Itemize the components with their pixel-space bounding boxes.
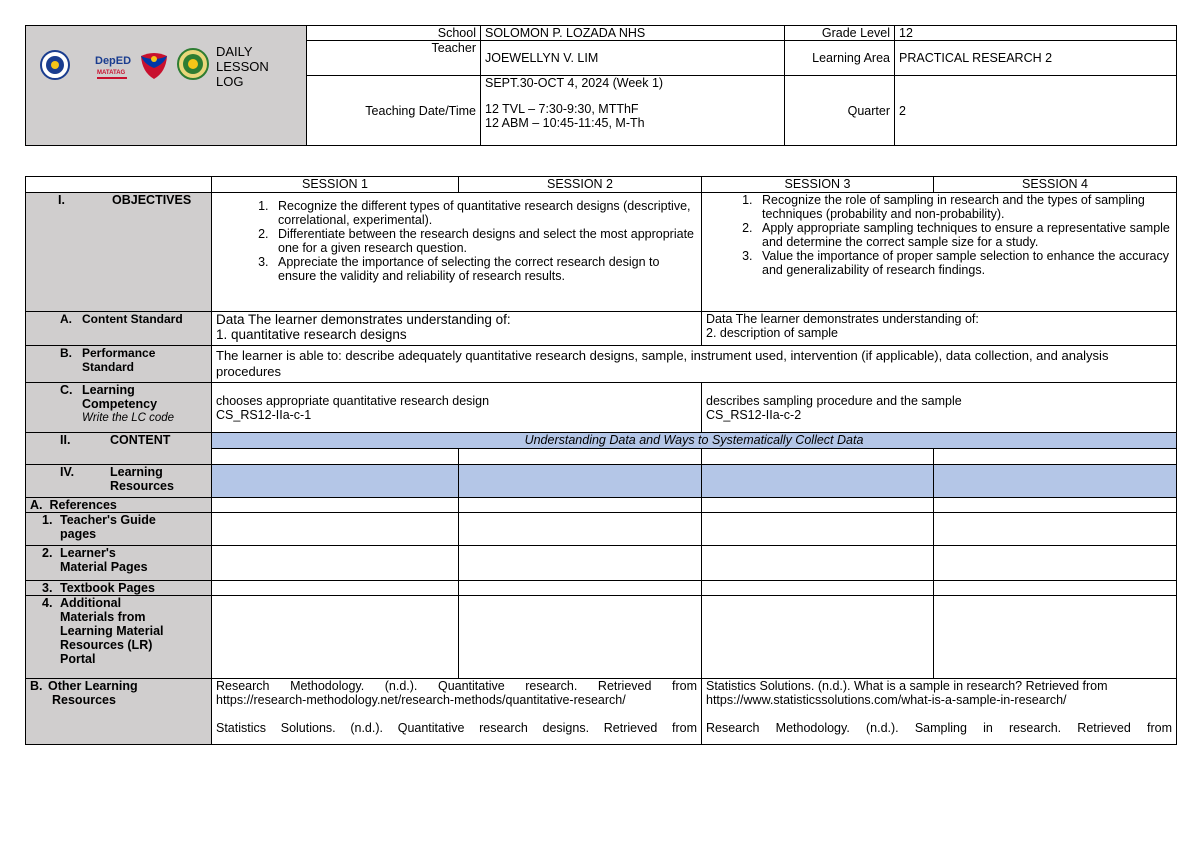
item-number: 2. [42,546,53,560]
item-number: 1. [42,513,53,527]
item-number: B. [30,679,43,693]
item-label: Additional [60,596,122,610]
title-line: LESSON [216,59,269,74]
item-label: pages [60,527,97,541]
blank-cell [459,596,702,679]
other-resources-right [702,679,1177,745]
reference-label [26,513,212,546]
item-label: Resources (LR) [60,638,153,652]
text-line: chooses appropriate quantitative research design [216,393,490,408]
row-sublabel: Write the LC code [82,412,175,424]
objective-item: 3. Value the importance of proper sample selection to enhance the accuracy and generalizability of research findings. [756,249,1172,277]
content-title: Understanding Data and Ways to Systematically Collect Data [212,433,1177,449]
blank-cell [212,596,459,679]
objectives-row [26,193,1177,312]
reference-row [26,546,1177,581]
content-standard-left [212,312,702,346]
grade-value: 12 [895,26,1177,41]
quarter-label: Quarter [785,76,895,146]
text-line: Data The learner demonstrates understanding of: [706,312,979,326]
sessions-row [26,177,1177,193]
reference-url: https://research-methodology.net/research-methods/quantitative-research/ [216,693,626,707]
objective-item: 3. Appreciate the importance of selecting the correct research design to ensure the validity and reliability of research results. [272,255,697,283]
item-label: Materials from [60,610,146,624]
row-label: Learning [82,383,135,397]
reference-label [26,546,212,581]
performance-standard-row [26,346,1177,383]
text-line: CS_RS12-IIa-c-2 [706,407,802,422]
reference-text: Statistics Solutions. (n.d.). What is a sample in research? Retrieved from [706,679,1108,693]
row-number: B. [60,346,72,360]
blank-cell [212,449,459,465]
session-4-header: SESSION 4 [934,177,1177,193]
objectives-session-1-2 [212,193,702,312]
date-label: Teaching Date/Time [307,76,481,146]
item-number: 3. [42,581,53,595]
content-row [26,433,1177,449]
matatag-logo-text: MATATAG [97,70,126,76]
session-2-header: SESSION 2 [459,177,702,193]
row-label: Standard [82,360,135,374]
grade-label: Grade Level [785,26,895,41]
references-label: A. References [26,498,212,513]
objectives-session-3-4 [702,193,1177,312]
text-line: describes sampling procedure and the sample [706,393,962,408]
blank-cell [702,581,934,596]
reference-text: Research Methodology. (n.d.). Sampling in research. Retrieved from [706,721,1172,735]
text-line: 2. description of sample [706,326,839,340]
row-label: Performance [82,346,156,360]
blank-cell [702,465,934,498]
date-line: SEPT.30-OCT 4, 2024 (Week 1) [485,76,664,91]
row-label: Competency [82,397,158,411]
row-label: Learning [110,465,163,479]
reference-label [26,596,212,679]
title-line: LOG [216,74,244,89]
objective-item: 1. Recognize the role of sampling in research and the types of sampling techniques (probability and non-probability). [756,193,1172,221]
row-label: OBJECTIVES [112,193,192,207]
date-value [481,76,785,146]
title-line: DAILY [216,44,253,59]
blank-cell [459,581,702,596]
blank-cell [212,513,459,546]
teacher-value: JOEWELLYN V. LIM [481,41,785,76]
reference-text: Statistics Solutions. (n.d.). Quantitative research designs. Retrieved from [216,721,697,735]
row-number: IV. [60,465,75,479]
blank-cell [26,177,212,193]
performance-standard-text: The learner is able to: describe adequately quantitative research designs, sample, instrument used, intervention (if applicable), data collection, and analysis procedures [212,346,1177,383]
reference-row [26,513,1177,546]
row-label: Resources [110,479,174,493]
competency-label [26,383,212,433]
item-label: Resources [52,693,116,707]
content-standard-label [26,312,212,346]
content-standard-row [26,312,1177,346]
blank-cell [702,596,934,679]
other-resources-row [26,679,1177,745]
daily-lesson-log-title [216,44,269,89]
blank-cell [934,596,1177,679]
date-line: 12 TVL – 7:30-9:30, MTThF [485,102,639,117]
row-number: I. [58,193,65,207]
reference-text: Research Methodology. (n.d.). Quantitative research. Retrieved from [216,679,697,693]
text-line: CS_RS12-IIa-c-1 [216,407,312,422]
blank-cell [459,546,702,581]
item-label: Portal [60,652,96,666]
blank-cell [934,513,1177,546]
row-number: A. [60,312,72,326]
item-label: Learning Material [60,624,164,638]
blank-cell [702,498,934,513]
resources-row [26,465,1177,498]
item-label: Learner's [60,546,116,560]
bagong-pilipinas-logo [138,50,170,80]
quarter-value: 2 [895,76,1177,146]
blank-cell [212,498,459,513]
resources-label [26,465,212,498]
blank-cell [934,546,1177,581]
content-standard-right [702,312,1177,346]
reference-url: https://www.statisticssolutions.com/what-is-a-sample-in-research/ [706,693,1067,707]
text-line: 1. quantitative research designs [216,327,407,342]
row-number: C. [60,383,73,397]
blank-cell [702,449,934,465]
reference-row [26,581,1177,596]
performance-standard-label [26,346,212,383]
blank-cell [702,546,934,581]
other-resources-label [26,679,212,745]
item-label: Material Pages [60,560,148,574]
session-1-header: SESSION 1 [212,177,459,193]
row-label: CONTENT [110,433,171,447]
competency-left [212,383,702,433]
blank-cell [459,449,702,465]
teacher-label: Teacher [307,41,481,76]
objectives-list-right [706,193,1172,277]
other-resources-left [212,679,702,745]
item-label: Textbook Pages [60,581,155,595]
objective-item: 1. Recognize the different types of quantitative research designs (descriptive, correlational, experimental). [272,199,697,227]
blank-cell [459,513,702,546]
blank-cell [934,581,1177,596]
reference-label [26,581,212,596]
area-label: Learning Area [785,41,895,76]
lesson-log-table [25,176,1177,745]
objectives-list-left [216,199,697,283]
reference-row [26,596,1177,679]
item-number: 4. [42,596,53,610]
row-number: II. [60,433,71,447]
item-label: Other Learning [48,679,138,693]
school-value: SOLOMON P. LOZADA NHS [481,26,785,41]
blank-cell [459,498,702,513]
school-label: School [307,26,481,41]
content-label [26,433,212,465]
competency-row [26,383,1177,433]
text-line: Data The learner demonstrates understanding of: [216,312,511,327]
deped-seal-icon [40,50,70,80]
session-3-header: SESSION 3 [702,177,934,193]
item-label: Teacher's Guide [60,513,156,527]
deped-logo-text: DepED [95,55,132,67]
deped-matatag-logo [94,52,132,82]
references-row [26,498,1177,513]
objective-item: 2. Differentiate between the research designs and select the most appropriate one for a given research question. [272,227,697,255]
date-line: 12 ABM – 10:45-11:45, M-Th [485,116,645,131]
blank-cell [934,498,1177,513]
logo-cell [26,26,307,146]
blank-cell [459,465,702,498]
school-seal-icon [177,48,209,80]
header-table [25,25,1177,146]
area-value: PRACTICAL RESEARCH 2 [895,41,1177,76]
objective-item: 2. Apply appropriate sampling techniques to ensure a representative sample and determine the correct sample size for a study. [756,221,1172,249]
blank-cell [934,465,1177,498]
competency-right [702,383,1177,433]
blank-cell [702,513,934,546]
objectives-label [26,193,212,312]
blank-cell [212,465,459,498]
row-label: Content Standard [82,312,183,326]
blank-cell [212,546,459,581]
blank-cell [212,581,459,596]
blank-cell [934,449,1177,465]
